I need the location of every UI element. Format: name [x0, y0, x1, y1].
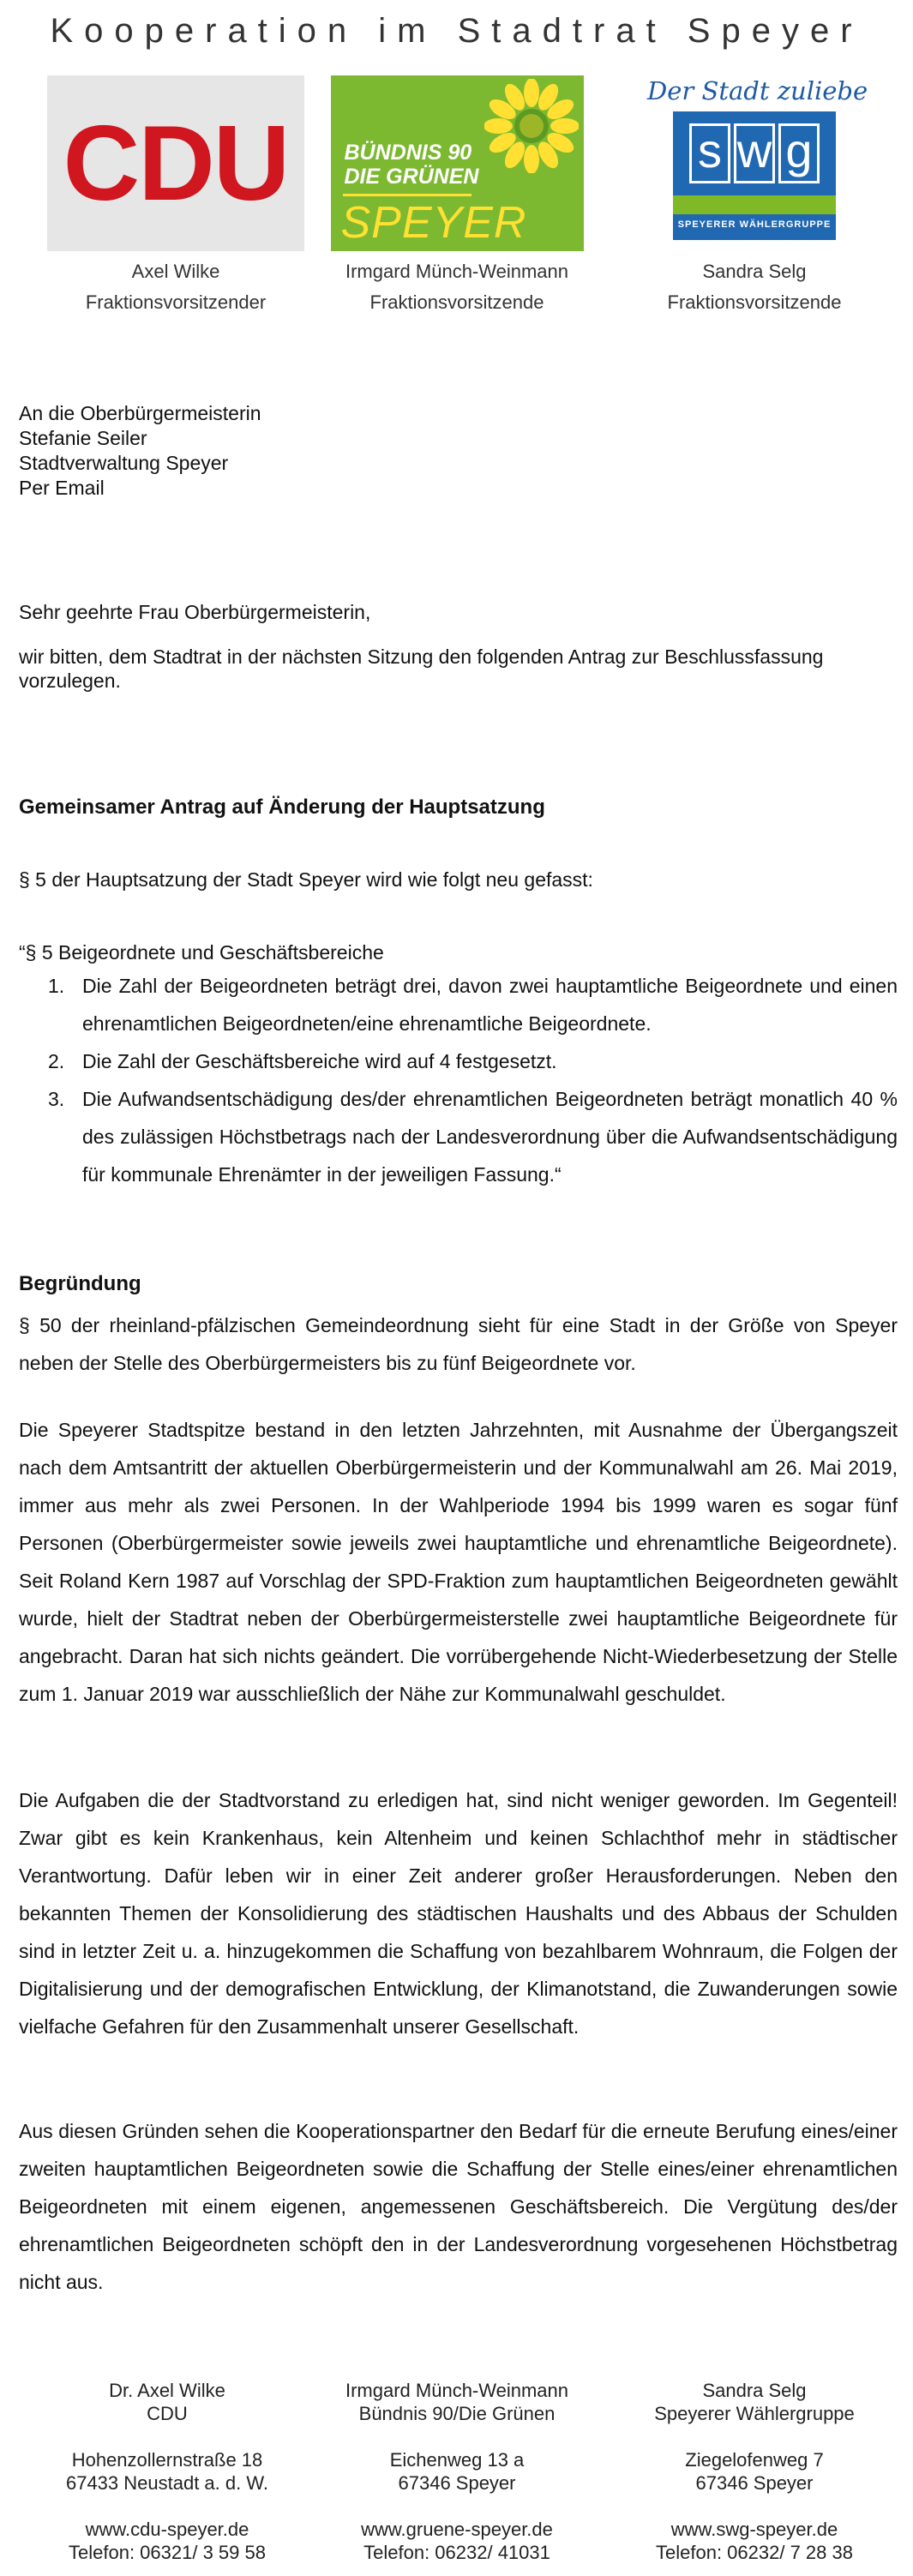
- sunflower-icon: [484, 79, 579, 173]
- motion-lead: § 5 der Hauptsatzung der Stadt Speyer wird wie folgt neu gefasst:: [19, 868, 593, 891]
- swg-logo-box: [673, 111, 836, 240]
- cooperation-title: Kooperation im Stadtrat Speyer: [50, 12, 863, 50]
- reasoning-paragraph: Aus diesen Gründen sehen die Kooperationspartner den Bedarf für die erneute Berufung eines/einer zweiten hauptamtlichen Beigeordneten sowie die Schaffung der Stelle eines/einer ehrenamtlichen Beigeordneten mit einem eigenen, angemessenen Geschäftsbereich. Die Vergütung des/der ehrenamtlichen Beigeordneten schöpft den in der Landesverordnung vorgesehenen Höchstbetrag nicht aus.: [19, 2120, 898, 2293]
- signature-city: 67346 Speyer: [398, 2472, 516, 2494]
- signature-street: Eichenweg 13 a: [389, 2449, 525, 2471]
- gruene-logo: [331, 75, 584, 251]
- leader-role-cdu: Fraktionsvorsitzender: [85, 291, 267, 313]
- salutation: Sehr geehrte Frau Oberbürgermeisterin,: [19, 601, 371, 623]
- swg-slogan: Der Stadt zuliebe: [647, 76, 868, 105]
- address-line: An die Oberbürgermeisterin: [19, 402, 261, 424]
- list-item: [19, 1080, 898, 1193]
- cdu-header-column: [34, 75, 317, 318]
- motion-heading: Gemeinsamer Antrag auf Änderung der Hauptsatzung: [19, 796, 545, 819]
- signature-city: 67346 Speyer: [695, 2472, 814, 2494]
- signature-website: www.swg-speyer.de: [670, 2519, 838, 2540]
- list-item: [19, 967, 898, 1042]
- reasoning-heading: Begründung: [19, 1272, 141, 1295]
- signature-phone: Telefon: 06321/ 3 59 58: [69, 2542, 266, 2563]
- leader-name-gruene: Irmgard Münch-Weinmann: [345, 261, 569, 282]
- list-text: Die Zahl der Beigeordneten beträgt drei, davon zwei hauptamtliche Beigeordnete und einen ehrenamtlichen Beigeordneten/eine ehrenamtliche Beigeordnete.: [82, 975, 898, 1035]
- signature-street: Hohenzollernstraße 18: [71, 2449, 263, 2471]
- list-text: Die Aufwandsentschädigung des/der ehrenamtlichen Beigeordneten beträgt monatlich 40 % des zulässigen Höchstbetrags nach der Landesverordnung über die Aufwandsentschädigung für kommunale Ehrenämter in der jeweiligen Fassung.“: [82, 1088, 898, 1186]
- section-title: “§ 5 Beigeordnete und Geschäftsbereiche: [19, 941, 384, 964]
- swg-header-column: [613, 75, 896, 318]
- gruene-logo-line1: BÜNDNIS 90: [344, 141, 472, 165]
- signature-name: Dr. Axel Wilke: [109, 2380, 225, 2401]
- leader-name-cdu: Axel Wilke: [131, 261, 220, 282]
- signature-party: CDU: [147, 2403, 188, 2424]
- swg-subtitle: SPEYERER WÄHLERGRUPPE: [677, 219, 832, 230]
- gruene-logo-city: SPEYER: [340, 198, 527, 248]
- list-number: 1.: [48, 975, 65, 997]
- leader-role-gruene: Fraktionsvorsitzende: [369, 291, 544, 313]
- cdu-logo: [47, 75, 304, 251]
- signature-name: Irmgard Münch-Weinmann: [345, 2380, 569, 2401]
- signature-name: Sandra Selg: [702, 2380, 807, 2401]
- list-number: 3.: [48, 1088, 65, 1110]
- reasoning-paragraph: § 50 der rheinland-pfälzischen Gemeindeordnung sieht für eine Stadt in der Größe von Speyer neben der Stelle des Oberbürgermeisters bis zu fünf Beigeordnete vor.: [19, 1314, 898, 1374]
- leader-name-swg: Sandra Selg: [702, 261, 807, 282]
- reasoning-paragraph: Die Aufgaben die der Stadtvorstand zu erledigen hat, sind nicht weniger geworden. Im Gegenteil! Zwar gibt es kein Krankenhaus, kein Altenheim und keinen Schlachthof mehr in städtischer Verantwortung. Dafür leben wir in einer Zeit anderer großer Herausforderungen. Neben den bekannten Themen der Konsolidierung des städtischen Haushalts und des Abbaus der Schulden sind in letzter Zeit u. a. hinzugekommen die Schaffung von bezahlbarem Wohnraum, die Folgen der Digitalisierung und der demografischen Entwicklung, der Klimanotstand, die Zuwanderungen sowie vielfache Gefahren für den Zusammenhalt unserer Gesellschaft.: [19, 1789, 898, 2038]
- signature-website: www.cdu-speyer.de: [85, 2519, 249, 2540]
- gruene-logo-line2: DIE GRÜNEN: [344, 165, 479, 189]
- signature-swg: [613, 2379, 896, 2564]
- signature-gruene: [315, 2379, 598, 2564]
- list-number: 2.: [48, 1050, 65, 1072]
- swg-letters: [673, 123, 836, 183]
- list-text: Die Zahl der Geschäftsbereiche wird auf 4 festgesetzt.: [82, 1050, 557, 1072]
- swg-letter-g: g: [778, 123, 820, 183]
- signature-party: Bündnis 90/Die Grünen: [358, 2403, 556, 2424]
- recipient-address: [19, 401, 898, 501]
- swg-stripe: [673, 195, 836, 214]
- signature-cdu: [26, 2379, 309, 2564]
- signature-phone: Telefon: 06232/ 7 28 38: [656, 2542, 853, 2563]
- gruene-logo-bar: [343, 194, 472, 196]
- address-line: Stefanie Seiler: [19, 427, 147, 449]
- swg-letter-w: w: [734, 123, 775, 183]
- signature-website: www.gruene-speyer.de: [361, 2519, 553, 2540]
- signature-street: Ziegelofenweg 7: [685, 2449, 824, 2471]
- signature-phone: Telefon: 06232/ 41031: [363, 2542, 550, 2563]
- reasoning-paragraph: Die Speyerer Stadtspitze bestand in den letzten Jahrzehnten, mit Ausnahme der Übergangszeit nach dem Amtsantritt der aktuellen Oberbürgermeisterin und der Kommunalwahl am 26. Mai 2019, immer aus mehr als zwei Personen. In der Wahlperiode 1994 bis 1999 waren es sogar fünf Personen (Oberbürgermeister sowie jeweils zwei hauptamtliche und ehrenamtliche Beigeordnete). Seit Roland Kern 1987 auf Vorschlag der SPD-Fraktion zum hauptamtlichen Beigeordneten gewählt wurde, hielt der Stadtrat neben der Oberbürgermeisterstelle zwei hauptamtliche Beigeordnete für angebracht. Daran hat sich nichts geändert. Die vorrübergehende Nicht-Wiederbesetzung der Stelle zum 1. Januar 2019 war ausschließlich der Nähe zur Kommunalwahl geschuldet.: [19, 1419, 898, 1705]
- list-item: [19, 1042, 898, 1080]
- address-line: Per Email: [19, 477, 105, 499]
- leader-role-swg: Fraktionsvorsitzende: [667, 291, 842, 313]
- swg-letter-s: s: [689, 123, 730, 183]
- cdu-logo-text: CDU: [63, 105, 289, 223]
- signature-city: 67433 Neustadt a. d. W.: [65, 2472, 269, 2494]
- intro-paragraph: wir bitten, dem Stadtrat in der nächsten Sitzung den folgenden Antrag zur Beschlussfassung vorzulegen.: [19, 646, 824, 692]
- signature-party: Speyerer Wählergruppe: [654, 2403, 855, 2424]
- address-line: Stadtverwaltung Speyer: [19, 452, 229, 474]
- motion-list: [19, 967, 898, 1193]
- swg-logo: [647, 75, 868, 251]
- gruene-header-column: [315, 75, 598, 318]
